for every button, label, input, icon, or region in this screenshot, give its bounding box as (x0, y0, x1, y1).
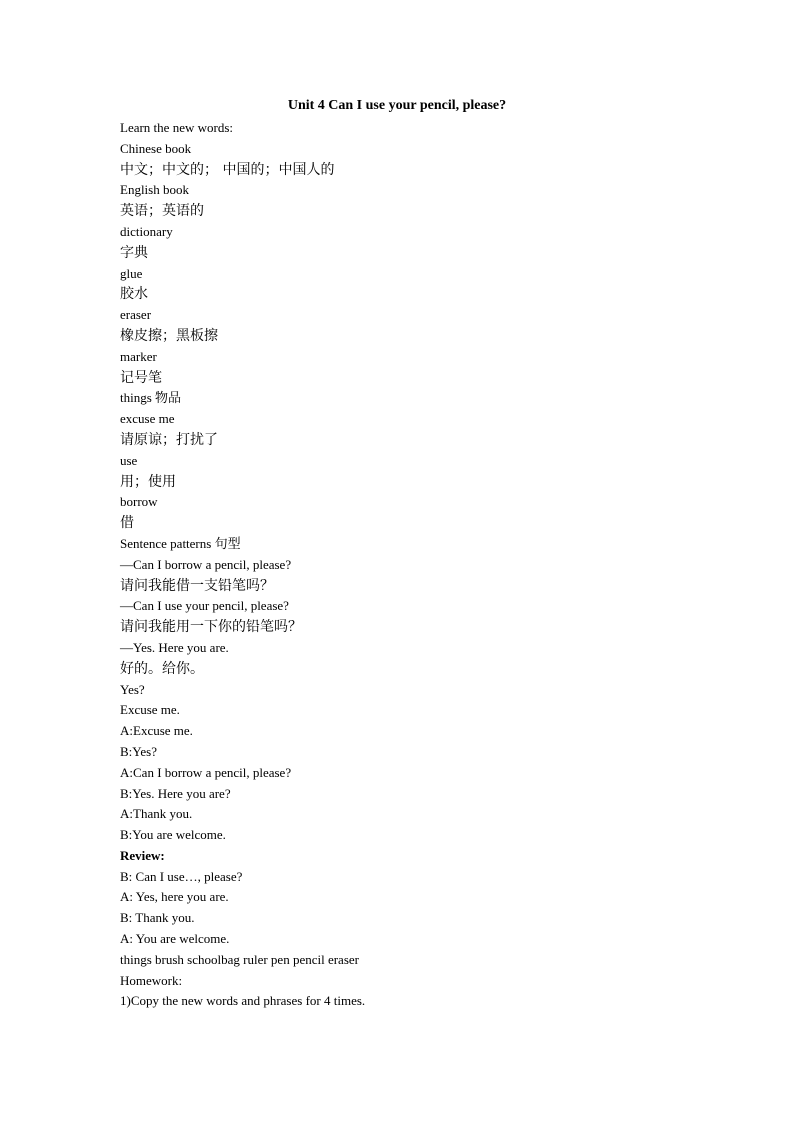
document-body (120, 118, 680, 1012)
text-line: 橡皮擦；黑板擦 (120, 327, 218, 344)
text-line: B:Yes? (120, 743, 157, 759)
text-line: 记号笔 (120, 369, 162, 386)
text-line: B:Yes. Here you are? (120, 785, 231, 801)
text-line: things 物品 (120, 390, 182, 406)
text-line: Yes? (120, 681, 145, 697)
text-line: 字典 (120, 244, 148, 261)
text-line: B: Can I use…, please? (120, 868, 243, 884)
text-line: 1)Copy the new words and phrases for 4 times. (120, 993, 366, 1009)
text-line: eraser (120, 307, 152, 323)
text-line: 英语；英语的 (120, 203, 204, 220)
text-line: glue (120, 265, 143, 281)
text-line: use (120, 452, 138, 468)
text-line: Chinese book (120, 140, 192, 156)
text-line: 请问我能用一下你的铅笔吗？ (120, 619, 302, 636)
text-line: excuse me (120, 411, 175, 427)
text-line: A:Can I borrow a pencil, please? (120, 764, 292, 780)
text-line: marker (120, 348, 157, 364)
text-line: 用；使用 (120, 473, 176, 490)
section-heading: Review: (120, 847, 165, 863)
text-line: 借 (120, 515, 134, 532)
text-line: B:You are welcome. (120, 827, 226, 843)
text-line: Excuse me. (120, 702, 180, 718)
text-line: English book (120, 182, 189, 198)
text-line: A:Thank you. (120, 806, 193, 822)
page-title: Unit 4 Can I use your pencil, please? (287, 98, 507, 113)
text-line: A:Excuse me. (120, 723, 193, 739)
text-line: —Yes. Here you are. (120, 639, 229, 655)
text-line: 中文；中文的； 中国的；中国人的 (120, 161, 335, 178)
text-line: A: You are welcome. (120, 931, 230, 947)
text-line: borrow (120, 494, 158, 510)
text-line: 请问我能借一支铅笔吗？ (120, 577, 274, 594)
text-line: A: Yes, here you are. (120, 889, 229, 905)
text-line: 胶水 (120, 286, 148, 303)
text-line: 好的。给你。 (120, 660, 204, 677)
text-line: 请原谅；打扰了 (120, 431, 218, 448)
text-line: Learn the new words: (120, 120, 233, 135)
text-line: —Can I borrow a pencil, please? (120, 556, 292, 572)
text-line: things brush schoolbag ruler pen pencil eraser (120, 951, 359, 967)
text-line: B: Thank you. (120, 910, 195, 926)
text-line: Sentence patterns 句型 (120, 535, 241, 551)
text-line: —Can I use your pencil, please? (120, 598, 289, 614)
text-line: Homework: (120, 972, 183, 988)
text-line: dictionary (120, 223, 173, 239)
